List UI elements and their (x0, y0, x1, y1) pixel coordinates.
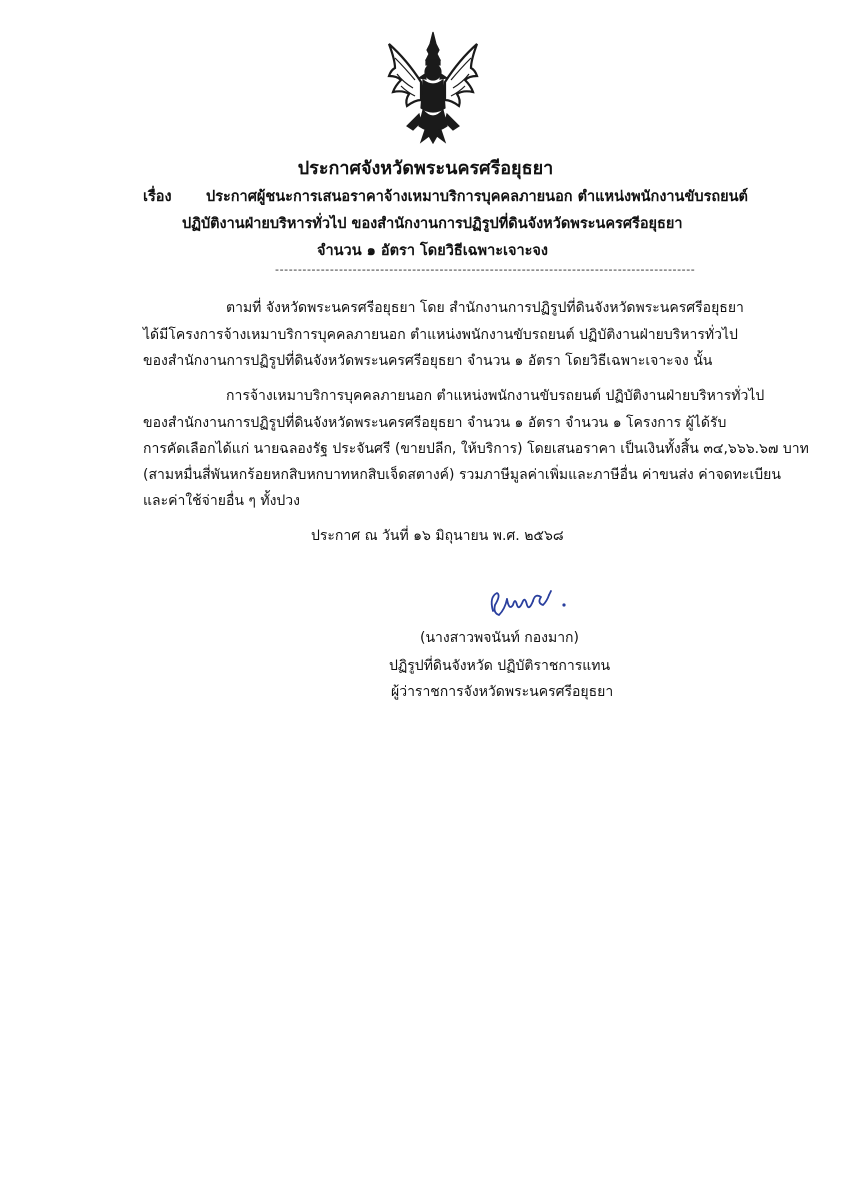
paragraph1-line: ได้มีโครงการจ้างเหมาบริการบุคคลภายนอก ตำแหน่งพนักงานขับรถยนต์ ปฏิบัติงานฝ่ายบริหารทั่วไป (143, 327, 738, 343)
garuda-emblem-icon (385, 30, 481, 144)
signatory-position-2: ผู้ว่าราชการจังหวัดพระนครศรีอยุธยา (391, 684, 614, 700)
paragraph2-line: การจ้างเหมาบริการบุคคลภายนอก ตำแหน่งพนักงานขับรถยนต์ ปฏิบัติงานฝ่ายบริหารทั่วไป (226, 388, 765, 404)
paragraph2-line: การคัดเลือกได้แก่ นายฉลองรัฐ ประจันศรี (ขายปลีก, ให้บริการ) โดยเสนอราคา เป็นเงินทั้งสิ้น ๓๔,๖๖๖.๖๗ บาท (143, 441, 809, 457)
paragraph2-line: ของสำนักงานการปฏิรูปที่ดินจังหวัดพระนครศรีอยุธยา จำนวน ๑ อัตรา จำนวน ๑ โครงการ ผู้ได้รับ (143, 415, 727, 431)
subject-label: เรื่อง (143, 189, 172, 205)
paragraph2-line: และค่าใช้จ่ายอื่น ๆ ทั้งปวง (143, 493, 301, 509)
subject-line-2: ปฏิบัติงานฝ่ายบริหารทั่วไป ของสำนักงานการปฏิรูปที่ดินจังหวัดพระนครศรีอยุธยา (182, 216, 683, 232)
paragraph1-line: ตามที่ จังหวัดพระนครศรีอยุธยา โดย สำนักงานการปฏิรูปที่ดินจังหวัดพระนครศรีอยุธยา (226, 300, 744, 316)
handwritten-signature (485, 585, 570, 621)
paragraph1-line: ของสำนักงานการปฏิรูปที่ดินจังหวัดพระนครศรีอยุธยา จำนวน ๑ อัตรา โดยวิธีเฉพาะเจาะจง นั้น (143, 353, 713, 369)
signatory-position-1: ปฏิรูปที่ดินจังหวัด ปฏิบัติราชการแทน (389, 658, 611, 674)
separator-line: -------------------------------------------------------------------------------------------- (275, 263, 696, 276)
subject-line-1: ประกาศผู้ชนะการเสนอราคาจ้างเหมาบริการบุคคลภายนอก ตำแหน่งพนักงานขับรถยนต์ (206, 189, 748, 205)
announce-date: ประกาศ ณ วันที่ ๑๖ มิถุนายน พ.ศ. ๒๕๖๘ (311, 528, 564, 544)
signatory-name: (นางสาวพจนันท์ กองมาก) (420, 630, 579, 646)
paragraph2-line: (สามหมื่นสี่พันหกร้อยหกสิบหกบาทหกสิบเจ็ดสตางค์) รวมภาษีมูลค่าเพิ่มและภาษีอื่น ค่าขนส่ง ค่าจดทะเบียน (143, 467, 781, 483)
announcement-title: ประกาศจังหวัดพระนครศรีอยุธยา (297, 158, 554, 179)
subject-line-3: จำนวน ๑ อัตรา โดยวิธีเฉพาะเจาะจง (317, 243, 548, 259)
